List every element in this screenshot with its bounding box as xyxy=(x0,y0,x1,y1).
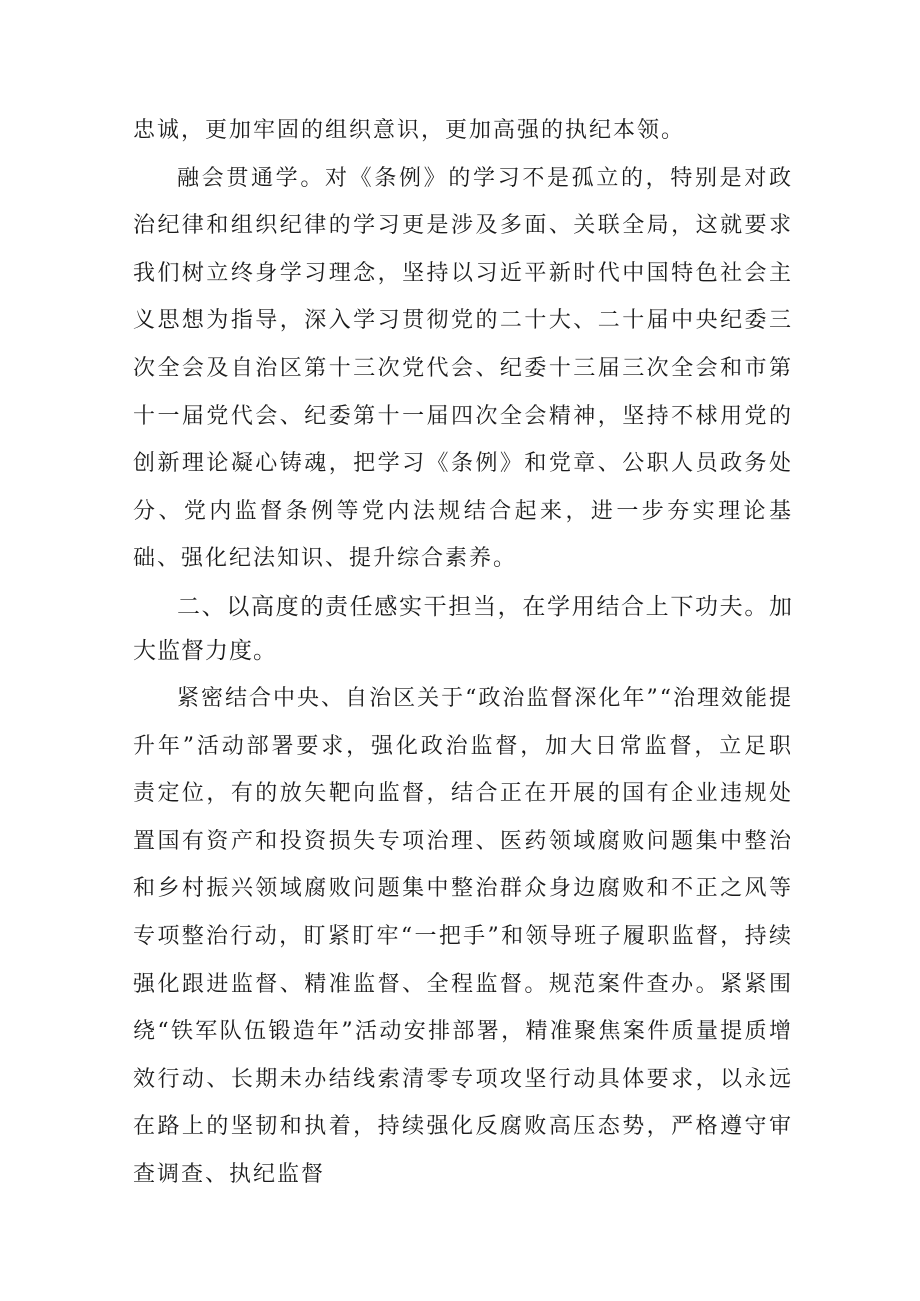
paragraph-supervision: 紧密结合中央、自治区关于“政治监督深化年”“治理效能提升年”活动部署要求，强化政治监督，加大日常监督，立足职责定位，有的放矢靶向监督，结合正在开展的国有企业违规处置国有资产和投资损失专项治理、医药领域腐败问题集中整治和乡村振兴领域腐败问题集中整治群众身边腐败和不正之风等专项整治行动，盯紧盯牢“一把手”和领导班子履职监督，持续强化跟进监督、精准监督、全程监督。规范案件查办。紧紧围绕“铁军队伍锻造年”活动安排部署，精准聚焦案件质量提质增效行动、长期未办结线索清零专项攻坚行动具体要求，以永远在路上的坚韧和执着，持续强化反腐败高压态势，严格遵守审查调查、执纪监督 xyxy=(133,685,793,1187)
section-heading-two: 二、以高度的责任感实干担当，在学用结合上下功夫。加大监督力度。 xyxy=(133,593,793,664)
paragraph-continuation: 忠诚，更加牢固的组织意识，更加高强的执纪本领。 xyxy=(133,118,686,143)
document-page xyxy=(133,107,793,1198)
paragraph-integrated-learning: 融会贯通学。对《条例》的学习不是孤立的，特别是对政治纪律和组织纪律的学习更是涉及多面、关联全局，这就要求我们树立终身学习理念，坚持以习近平新时代中国特色社会主义思想为指导，深入学习贯彻党的二十大、二十届中央纪委三次全会及自治区第十三次党代会、纪委十三届三次全会和市第十一届党代会、纪委第十一届四次全会精神，坚持不梂用党的创新理论凝心铸魂，把学习《条例》和党章、公职人员政务处分、党内监督条例等党内法规结合起来，进一步夯实理论基础、强化纪法知识、提升综合素养。 xyxy=(133,165,793,572)
